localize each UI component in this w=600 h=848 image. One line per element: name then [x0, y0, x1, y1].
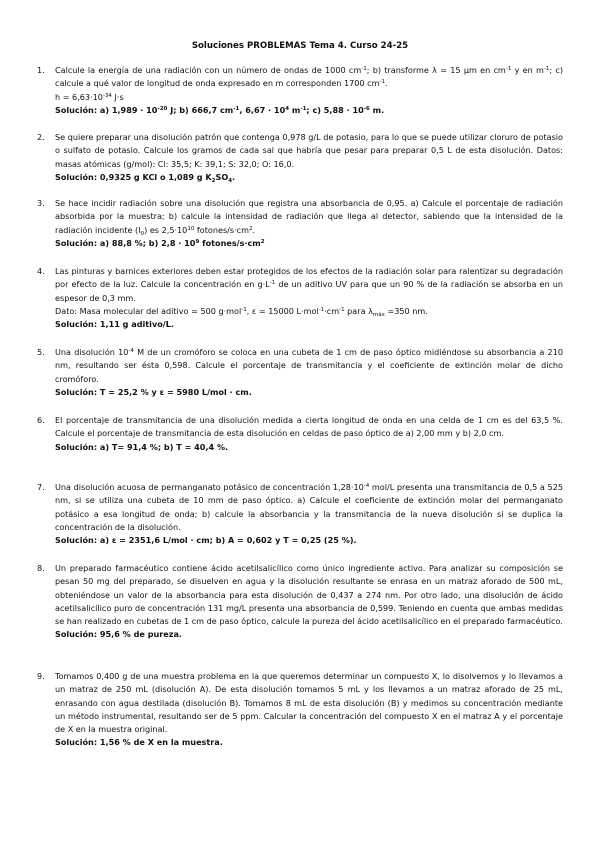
problem-number: 3.	[37, 198, 45, 208]
solution: Solución: 0,9325 g KCl o 1,089 g $K_2SO_4$.	[55, 171, 236, 184]
problem-statement: Se hace incidir radiación sobre una disolución que registra una absorbancia de 0,95. a) Calcule el porcentaje de radiación absorbida por la muestra; b) calcule la intensidad de radiación que llega al detector, sabiendo que la intensidad de la radiación incidente $(I_0)$ es $2,5\cdot 10^{10}$ fotones/$s\cdot cm^2$. Solución: a) 88,8 %; b) $2,8 \cdot 10^9$ fotones/$s\cdot cm^2$	[55, 198, 563, 248]
problem-6	[37, 414, 563, 454]
problem-statement: Un preparado farmacéutico contiene ácido acetilsalicílico como único ingrediente activo. Para analizar su composición se pesan 50 mg del preparado, se disuelven en agua y la disolución resultante se enrasa en un matraz aforado de 500 mL, obteniéndose un valor de la absorbancia para esta disolución de 0,437 a 274 nm. Por otro lado, una disolución de ácido acetilsalicílico puro de concentración 131 mg/L presenta una absorbancia de 0,599. Teniendo en cuenta que ambas medidas se han realizado en cubetas de 1 cm de paso óptico, calcule la pureza del ácido acetilsalicílico en el preparado farmacéutico. Solución: 95,6 % de pureza.	[55, 563, 563, 640]
solution: Solución: T = 25,2 % y ε = 5980 L/mol · cm.	[55, 386, 252, 397]
problem-statement: Calcule la energía de una radiación con un número de ondas de 1000 $cm^{-1}$; b) transforme λ = 15 μm en $cm^{-1}$ y en $m^{-1}$; c) calcule a qué valor de longitud de onda expresado en m corresponden 1700 $cm^{-1}$. $h = 6,63\cdot 10^{-34}$ J·s Solución: a) $1,989 \cdot 10^{-20}$ J; b) 666,7 $cm^{-1}$, $6,67 \cdot 10^4$ $m^{-1}$; c) $5,88 \cdot 10^{-6}$ m.	[55, 65, 563, 115]
problem-statement: El porcentaje de transmitancia de una disolución medida a cierta longitud de onda en una celda de 1 cm es del 63,5 %. Calcule el porcentaje de transmitancia de esta disolución en celdas de paso óptico de a) 2,00 mm y b) 2,0 cm. Solución: a) T= 91,4 %; b) T = 40,4 %.	[55, 415, 563, 452]
problem-4	[37, 265, 563, 331]
solution: Solución: 1,11 g aditivo/L.	[55, 319, 174, 330]
problem-number: 8.	[37, 563, 45, 573]
solution: Solución: a) 88,8 %; b) $2,8 \cdot 10^9$ fotones/$s\cdot cm^2$	[55, 237, 265, 248]
problem-number: 9.	[37, 671, 45, 681]
problem-2	[37, 131, 563, 184]
problem-3	[37, 197, 563, 250]
problem-statement: Las pinturas y barnices exteriores deben estar protegidos de los efectos de la radiación solar para ralentizar su degradación por efecto de la luz. Calcule la concentración en $g\cdot L^{-1}$ de un aditivo UV para que un 90 % de la radiación se absorba en un espesor de 0,3 mm. Dato: Masa molecular del aditivo = 500 g·mol$^{-1}$, ε = 15000 $L\cdot mol^{-1}\cdot cm^{-1}$ para $\lambda_{máx} =350$ nm. Solución: 1,11 g aditivo/L.	[55, 266, 563, 330]
problem-number: 2.	[37, 132, 45, 142]
problem-statement: Se quiere preparar una disolución patrón que contenga 0,978 g/L de potasio, para lo que se puede utilizar cloruro de potasio o sulfato de potasio. Calcule los gramos de cada sal que habría que pesar para preparar 0,5 L de esta disolución. Datos: masas atómicas (g/mol): Cl: 35,5; K: 39,1; S: 32,0; O: 16,0. Solución: 0,9325 g KCl o 1,089 g $K_2SO_4$.	[55, 132, 563, 184]
problem-number: 6.	[37, 415, 45, 425]
problem-9	[37, 670, 563, 750]
problem-7	[37, 481, 563, 547]
problem-5	[37, 346, 563, 399]
solution: Solución: a) $1,989 \cdot 10^{-20}$ J; b) 666,7 $cm^{-1}$, $6,67 \cdot 10^4$ $m^{-1}$; c) $5,88 \cdot 10^{-6}$ m.	[55, 104, 385, 115]
problem-1	[37, 64, 563, 117]
problem-statement: Tomamos 0,400 g de una muestra problema en la que queremos determinar un compuesto X, lo disolvemos y lo llevamos a un matraz de 250 mL (disolución A). De esta disolución tomamos 5 mL y los llevamos a un matraz aforado de 25 mL, enrasando con agua destilada (disolución B). Tomamos 8 mL de esta disolución (B) y medimos su concentración mediante un método instrumental, resultando ser de 5 ppm. Calcular la concentración del compuesto X en el matraz A y el porcentaje de X en la muestra original. Solución: 1,56 % de X en la muestra.	[55, 671, 563, 748]
constant-h: $h = 6,63\cdot 10^{-34}$ J·s	[55, 91, 124, 102]
problem-statement: Una disolución $10^{-4}$ M de un cromóforo se coloca en una cubeta de 1 cm de paso óptico midiéndose su absorbancia a 210 nm, resultando ser ésta 0,598. Calcule el porcentaje de transmitancia y el coeficiente de extinción molar de dicho cromóforo. Solución: T = 25,2 % y ε = 5980 L/mol · cm.	[55, 347, 563, 397]
problem-statement: Una disolución acuosa de permanganato potásico de concentración $1,28\cdot 10^{-4}$ mol/L presenta una transmitancia de 0,5 a 525 nm, si se utiliza una cubeta de 10 mm de paso óptico. a) Calcule el coeficiente de extinción molar del permanganato potásico a esa longitud de onda; b) calcule la absorbancia y la transmitancia de la nueva disolución si se duplica la concentración de la disolución. Solución: a) ε = 2351,6 L/mol · cm; b) A = 0,602 y T = 0,25 (25 %).	[55, 482, 563, 546]
problem-number: 5.	[37, 347, 45, 357]
solution: Solución: a) ε = 2351,6 L/mol · cm; b) A = 0,602 y T = 0,25 (25 %).	[55, 535, 357, 546]
problem-number: 4.	[37, 266, 45, 276]
problem-8	[37, 562, 563, 642]
solution: Solución: a) T= 91,4 %; b) T = 40,4 %.	[55, 441, 229, 452]
problem-data: Dato: Masa molecular del aditivo = 500 g·mol$^{-1}$, ε = 15000 $L\cdot mol^{-1}\cdot cm^{-1}$ para $\lambda_{máx} =350$ nm.	[55, 305, 428, 318]
problem-number: 7.	[37, 482, 45, 492]
problem-number: 1.	[37, 65, 45, 75]
solution: Solución: 95,6 % de pureza.	[55, 629, 182, 640]
solution: Solución: 1,56 % de X en la muestra.	[55, 737, 223, 748]
page-title: Soluciones PROBLEMAS Tema 4. Curso 24-25	[191, 41, 409, 51]
